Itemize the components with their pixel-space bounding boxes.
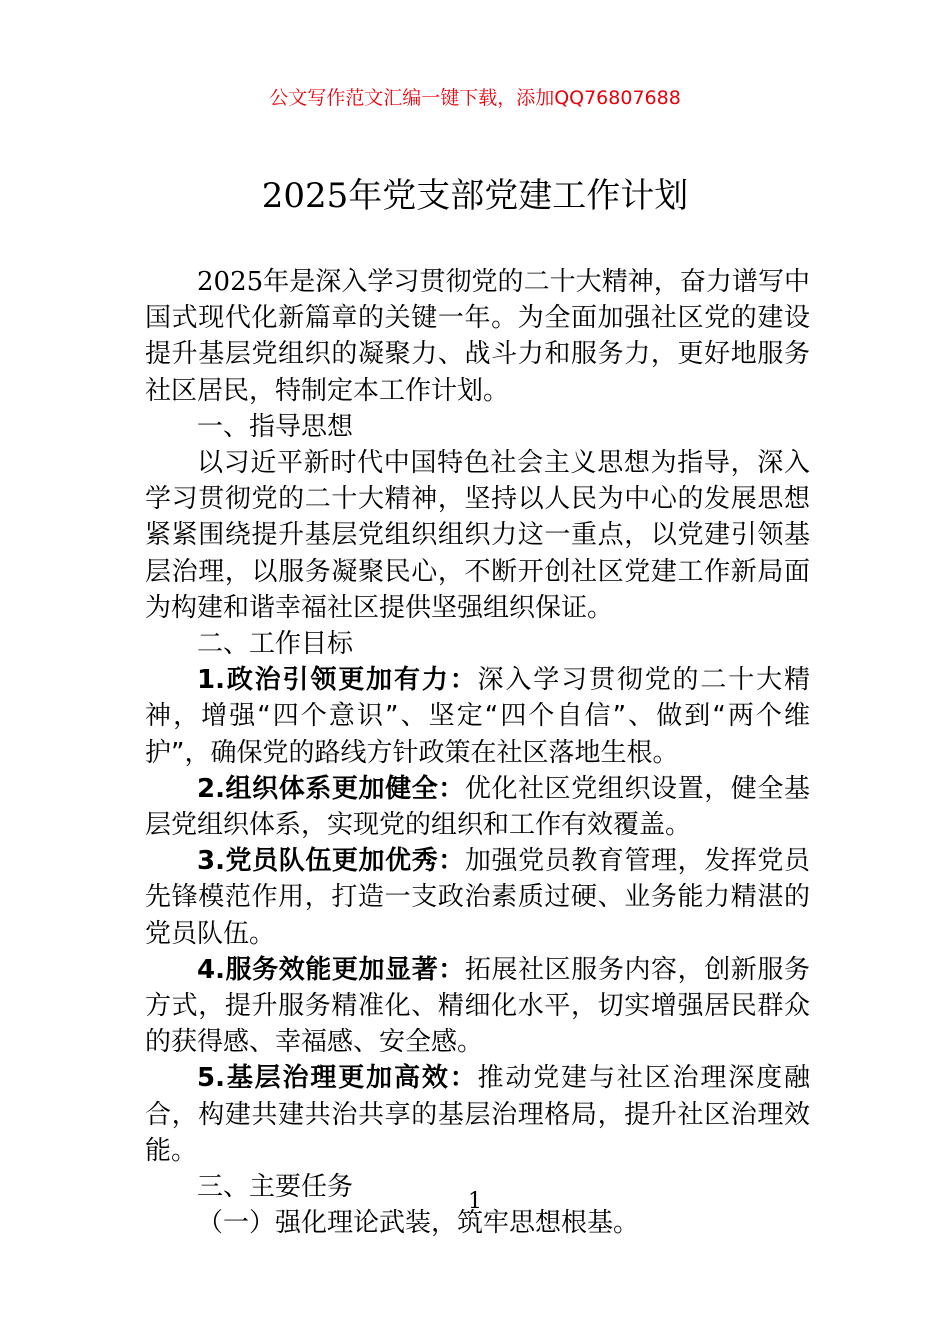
goal-item-text: 推动党建与社区治理深度融合，构建共建共治共享的基层治理格局，提升社区治理效能。: [145, 1063, 810, 1166]
intro-paragraph: [145, 264, 810, 409]
goal-item: [145, 1060, 810, 1169]
goal-item-text: 优化社区党组织设置，健全基层党组织体系，实现党的组织和工作有效覆盖。: [145, 773, 810, 841]
goal-item: [145, 843, 810, 952]
page-number: 1: [468, 1189, 482, 1214]
goal-item-text: 深入学习贯彻党的二十大精神，增强“四个意识”、坚定“四个自信”、做到“两个维护”，确保党的路线方针政策在社区落地生根。: [145, 665, 810, 768]
section-heading-guiding-ideology: 一、指导思想: [197, 411, 354, 442]
goal-item-label: 3.党员队伍更加优秀：: [197, 846, 465, 877]
section-heading-main-tasks: 三、主要任务: [197, 1172, 354, 1203]
goal-item-label: 2.组织体系更加健全：: [197, 773, 465, 804]
intro-text: 年是深入学习贯彻党的二十大精神，奋力谱写中国式现代化新篇章的关键一年。为全面加强社区党的建设提升基层党组织的凝聚力、战斗力和服务力，更好地服务社区居民，特制定本工作计划。: [145, 267, 810, 406]
goal-item: [145, 952, 810, 1061]
goal-item-label: 5.基层治理更加高效：: [197, 1063, 478, 1094]
task-subheading: （一）强化理论武装，筑牢思想根基。: [197, 1208, 640, 1239]
section-heading-work-goals: 二、工作目标: [197, 629, 354, 660]
goal-item-label: 1.政治引领更加有力：: [197, 665, 478, 696]
document-body: [145, 264, 810, 1241]
intro-year: 2025: [197, 267, 264, 297]
goal-item-text: 加强党员教育管理，发挥党员先锋模范作用，打造一支政治素质过硬、业务能力精湛的党员队伍。: [145, 846, 810, 949]
goal-item: [145, 771, 810, 843]
goal-item: [145, 662, 810, 771]
document-title: 2025年党支部党建工作计划: [261, 176, 689, 216]
goal-item-text: 拓展社区服务内容，创新服务方式，提升服务精准化、精细化水平，切实增强居民群众的获得感、幸福感、安全感。: [145, 954, 810, 1058]
guiding-ideology-paragraph: 以习近平新时代中国特色社会主义思想为指导，深入学习贯彻党的二十大精神，坚持以人民为中心的发展思想紧紧围绕提升基层党组织组织力这一重点，以党建引领基层治理，以服务凝聚民心，不断开创社区党建工作新局面为构建和谐幸福社区提供坚强组织保证。: [145, 448, 810, 623]
goal-item-label: 4.服务效能更加显著：: [197, 954, 465, 985]
download-promo-note: 公文写作范文汇编一键下载，添加QQ76807688: [269, 87, 681, 109]
